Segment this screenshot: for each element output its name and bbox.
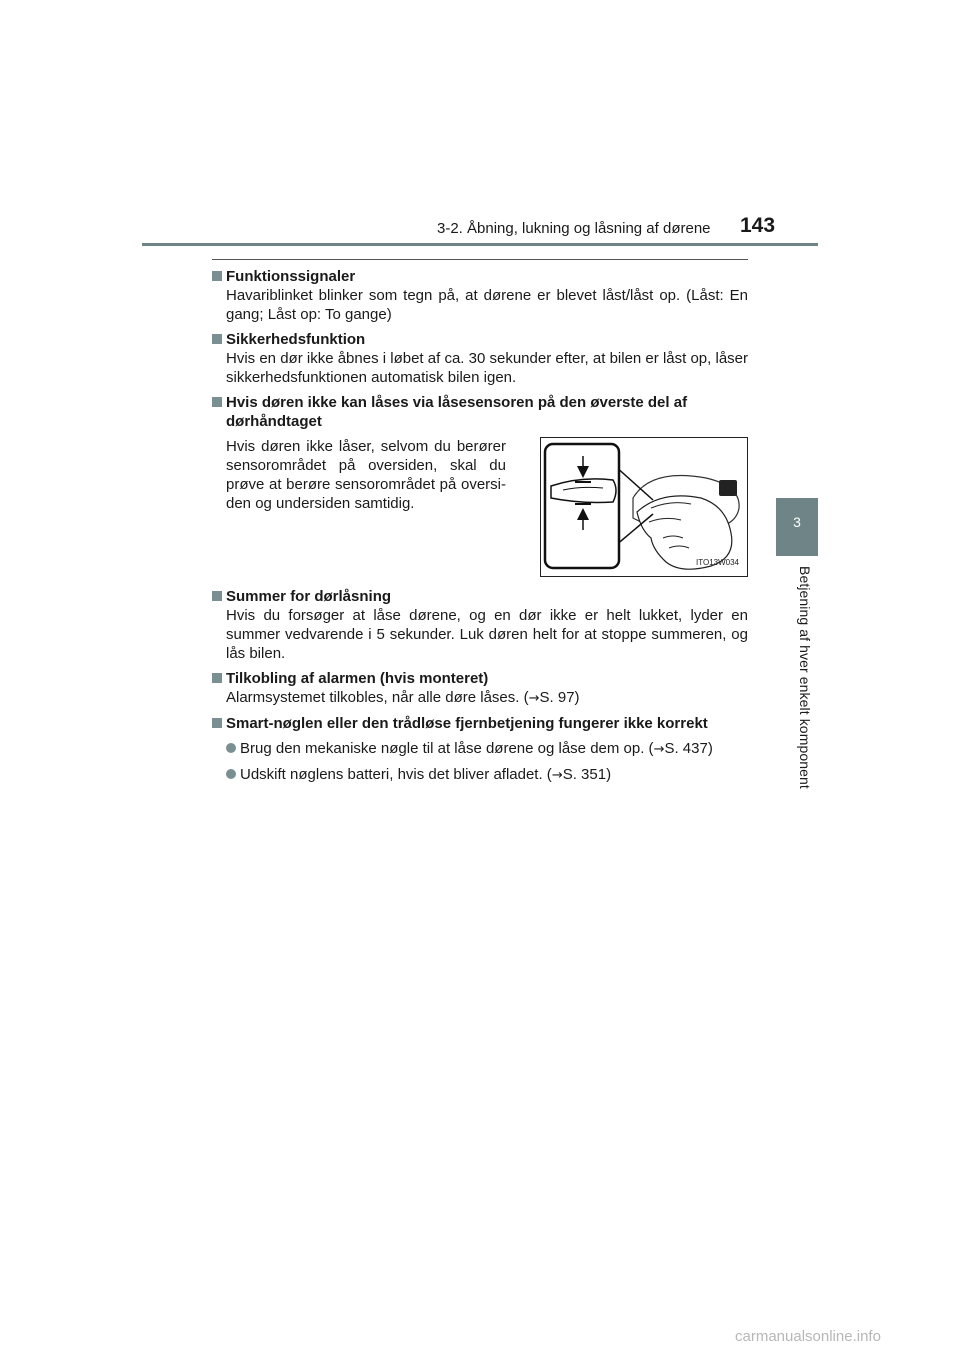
arrow-right-icon: → (528, 691, 540, 706)
square-bullet-icon (212, 271, 222, 281)
figure-code: ITO13W034 (696, 558, 739, 567)
header-divider (142, 243, 818, 246)
square-bullet-icon (212, 334, 222, 344)
arrow-right-icon: → (653, 742, 665, 757)
content-rule (212, 259, 748, 260)
section-heading: Hvis døren ikke kan låses via låsesensoren på den øverste del af dørhåndtaget (226, 394, 688, 430)
section-heading: Funktionssignaler (226, 268, 356, 285)
section-heading: Summer for dørlåsning (226, 588, 392, 605)
page-number: 143 (740, 214, 776, 237)
square-bullet-icon (212, 673, 222, 683)
section-heading: Tilkobling af alarmen (hvis monteret) (226, 670, 489, 687)
page-reference[interactable]: S. 351) (562, 766, 612, 783)
square-bullet-icon (212, 718, 222, 728)
square-bullet-icon (212, 397, 222, 407)
page-reference[interactable]: S. 97) (539, 689, 580, 706)
section-heading: Sikkerhedsfunktion (226, 331, 366, 348)
section-title: 3-2. Åbning, lukning og låsning af dørene (437, 220, 711, 237)
chapter-title: Betjening af hver enkelt komponent (797, 566, 813, 789)
section-heading: Smart-nøglen eller den trådløse fjernbetjening fungerer ikke korrekt (226, 715, 708, 732)
section-text: Hvis døren ikke låser, selvom du berører sensorområdet på oversiden, skal du prøve at berøre sensorområdet på oversi-den og undersiden samtidig. (226, 438, 506, 512)
section-laasesensor (212, 393, 748, 577)
arrow-right-icon: → (551, 768, 563, 783)
chapter-number: 3 (793, 514, 801, 530)
section-text: Alarmsystemet tilkobles, når alle døre låses. ( (226, 689, 529, 706)
content-body (212, 267, 748, 791)
page-reference[interactable]: S. 437) (664, 740, 713, 757)
section-text: Hvis en dør ikke åbnes i løbet af ca. 30 sekunder efter, at bilen er låst op, låser sikkerhedsfunktionen automatisk bilen igen. (226, 350, 748, 386)
section-text: Havariblinket blinker som tegn på, at dørene er blevet låst/låst op. (Låst: En gang; Låst op: To gange) (226, 287, 748, 323)
section-funktionssignaler (212, 267, 748, 324)
round-bullet-icon (226, 769, 236, 779)
section-text: Hvis du forsøger at låse dørene, og en dør ikke er helt lukket, lyder en summer vedvarende i 5 sekunder. Luk døren helt for at stoppe summeren, og lås bilen. (226, 607, 748, 662)
section-sikkerhedsfunktion (212, 330, 748, 387)
list-item: Udskift nøglens batteri, hvis det bliver afladet. (→S. 351) (212, 765, 748, 785)
list-item: Brug den mekaniske nøgle til at låse dørene og låse dem op. (→S. 437) (212, 739, 748, 759)
square-bullet-icon (212, 591, 222, 601)
door-handle-figure (540, 437, 748, 577)
section-summer (212, 587, 748, 663)
section-alarm (212, 669, 748, 708)
round-bullet-icon (226, 743, 236, 753)
section-smart-key (212, 714, 748, 785)
watermark: carmanualsonline.info (735, 1328, 881, 1345)
